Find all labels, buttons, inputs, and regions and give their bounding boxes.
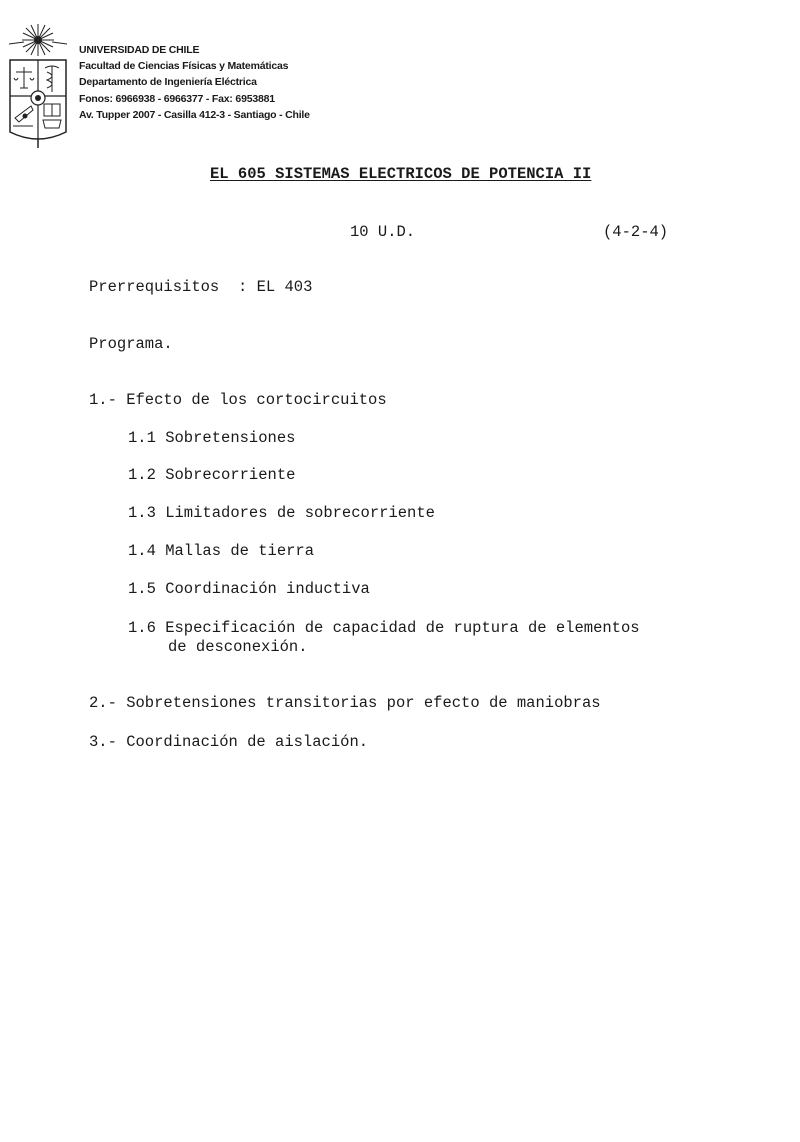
letterhead xyxy=(7,22,427,152)
university-crest-icon xyxy=(7,22,69,148)
course-title: EL 605 SISTEMAS ELECTRICOS DE POTENCIA II xyxy=(210,165,592,183)
program-heading: Programa. xyxy=(89,335,173,353)
faculty-name: Facultad de Ciencias Físicas y Matemáticas xyxy=(79,60,289,73)
course-units: 10 U.D. xyxy=(350,223,416,241)
item-1-6: 1.6 Especificación de capacidad de ruptura de elementos xyxy=(128,619,640,637)
contact-phones: Fonos: 6966938 - 6966377 - Fax: 6953881 xyxy=(79,92,275,105)
item-1-6-continuation: de desconexión. xyxy=(168,638,308,656)
item-1-2: 1.2 Sobrecorriente xyxy=(128,466,296,484)
prerequisites-value: : EL 403 xyxy=(238,278,313,296)
institution-name: UNIVERSIDAD DE CHILE xyxy=(79,44,200,56)
department-name: Departamento de Ingeniería Eléctrica xyxy=(79,76,257,89)
item-1-3: 1.3 Limitadores de sobrecorriente xyxy=(128,504,435,522)
item-1-5: 1.5 Coordinación inductiva xyxy=(128,580,370,598)
item-1-1: 1.1 Sobretensiones xyxy=(128,429,296,447)
letterhead-text xyxy=(79,42,310,123)
section-1-label: 1.- Efecto de los cortocircuitos xyxy=(89,391,387,409)
contact-address: Av. Tupper 2007 - Casilla 412-3 - Santiago - Chile xyxy=(79,108,310,121)
item-1-4: 1.4 Mallas de tierra xyxy=(128,542,315,560)
section-2-label: 2.- Sobretensiones transitorias por efecto de maniobras xyxy=(89,694,601,712)
section-3-label: 3.- Coordinación de aislación. xyxy=(89,733,369,751)
prerequisites-label: Prerrequisitos xyxy=(89,278,220,296)
course-hours: (4-2-4) xyxy=(603,223,669,241)
